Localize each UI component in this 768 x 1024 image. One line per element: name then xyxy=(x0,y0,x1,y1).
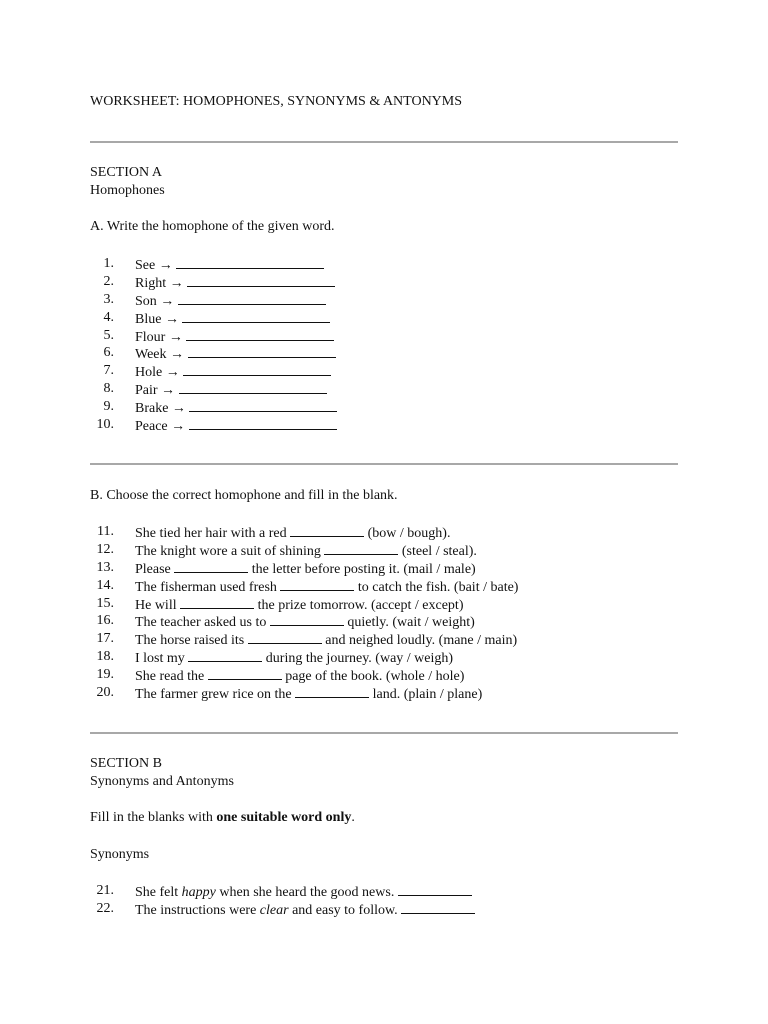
item-number: 10. xyxy=(96,417,114,433)
answer-blank[interactable] xyxy=(178,291,326,305)
sentence-start: Please xyxy=(135,561,171,577)
answer-blank[interactable] xyxy=(280,577,354,591)
sentence-start: He will xyxy=(135,597,177,613)
answer-blank[interactable] xyxy=(290,523,364,537)
answer-blank[interactable] xyxy=(189,398,337,412)
instruction-period: . xyxy=(351,810,355,825)
answer-blank[interactable] xyxy=(188,344,336,358)
sentence-start: The knight wore a suit of shining xyxy=(135,543,321,559)
item-number: 5. xyxy=(103,327,114,343)
item-number: 13. xyxy=(96,559,114,575)
item-text xyxy=(135,684,482,704)
item-number: 18. xyxy=(96,649,114,665)
item-number: 4. xyxy=(103,309,114,325)
sentence-end: and neighed loudly. (mane / main) xyxy=(325,633,518,649)
given-word: See → xyxy=(135,258,173,273)
section-b-instruction xyxy=(90,809,355,827)
answer-blank[interactable] xyxy=(324,541,398,555)
answer-blank[interactable] xyxy=(182,309,330,323)
given-word: Brake → xyxy=(135,401,186,417)
sentence-end: page of the book. (whole / hole) xyxy=(285,669,465,685)
target-word: clear xyxy=(259,902,289,918)
given-word: Right → xyxy=(135,275,184,291)
sentence-end: the letter before posting it. (mail / male) xyxy=(251,561,476,577)
answer-blank[interactable] xyxy=(183,362,331,376)
divider xyxy=(90,141,678,143)
sentence-start: She read the xyxy=(135,669,205,685)
section-a-heading: SECTION A xyxy=(90,165,162,180)
section-b-subheading: Synonyms and Antonyms xyxy=(90,774,234,789)
given-word: Son → xyxy=(135,293,175,309)
answer-blank[interactable] xyxy=(174,559,248,573)
sentence-end: during the journey. (way / weigh) xyxy=(265,651,454,667)
given-word: Blue → xyxy=(135,311,179,327)
answer-blank[interactable] xyxy=(176,255,324,269)
item-number: 8. xyxy=(103,381,114,397)
instruction-text: Fill in the blanks with xyxy=(90,810,213,825)
sentence-start: The horse raised its xyxy=(135,633,245,649)
target-word: happy xyxy=(181,885,216,900)
answer-blank[interactable] xyxy=(188,648,262,662)
sentence-end: to catch the fish. (bait / bate) xyxy=(357,579,519,595)
item-number: 11. xyxy=(97,524,114,539)
item-number: 16. xyxy=(96,613,114,629)
sentence-end: quietly. (wait / weight) xyxy=(347,615,475,631)
given-word: Peace → xyxy=(135,419,186,435)
divider xyxy=(90,732,678,734)
answer-blank[interactable] xyxy=(401,900,475,914)
item-number: 17. xyxy=(96,631,114,647)
item-number: 22. xyxy=(96,900,114,916)
given-word: Hole → xyxy=(135,365,180,381)
given-word: Pair → xyxy=(135,383,176,399)
item-text xyxy=(135,900,475,920)
item-number: 19. xyxy=(96,667,114,683)
sentence-start: The farmer grew rice on the xyxy=(135,687,292,703)
item-number: 2. xyxy=(103,273,114,289)
answer-blank[interactable] xyxy=(186,327,334,341)
sentence-start: The instructions were xyxy=(135,902,257,918)
answer-blank[interactable] xyxy=(179,380,327,394)
worksheet-title: WORKSHEET: HOMOPHONES, SYNONYMS & ANTONYMS xyxy=(90,94,463,109)
answer-blank[interactable] xyxy=(248,630,322,644)
item-number: 20. xyxy=(96,685,114,701)
answer-blank[interactable] xyxy=(180,595,254,609)
part-b-instruction: B. Choose the correct homophone and fill in the blank. xyxy=(90,488,398,503)
item-number: 1. xyxy=(103,256,114,271)
sentence-end: land. (plain / plane) xyxy=(372,687,483,703)
answer-blank[interactable] xyxy=(189,416,337,430)
answer-blank[interactable] xyxy=(208,666,282,680)
given-word: Week → xyxy=(135,347,185,363)
section-b-heading: SECTION B xyxy=(90,756,162,771)
item-text xyxy=(135,416,337,436)
sentence-start: The fisherman used fresh xyxy=(135,579,277,595)
given-word: Flour → xyxy=(135,329,183,345)
item-number: 7. xyxy=(103,363,114,379)
item-number: 21. xyxy=(96,883,114,898)
item-number: 12. xyxy=(96,541,114,557)
answer-blank[interactable] xyxy=(295,684,369,698)
item-number: 14. xyxy=(96,577,114,593)
item-number: 6. xyxy=(103,345,114,361)
sentence-end: and easy to follow. xyxy=(292,902,398,918)
sentence-start: The teacher asked us to xyxy=(135,615,267,631)
item-number: 3. xyxy=(103,291,114,307)
item-number: 9. xyxy=(103,399,114,415)
divider xyxy=(90,463,678,465)
sentence-end: (steel / steal). xyxy=(401,543,477,559)
synonyms-label: Synonyms xyxy=(90,847,150,862)
sentence-start: She tied her hair with a red xyxy=(135,526,287,541)
sentence-start: She felt xyxy=(135,885,179,900)
section-a-subheading: Homophones xyxy=(90,183,165,198)
instruction-emphasis: one suitable word only xyxy=(216,810,352,825)
sentence-end: (bow / bough). xyxy=(367,526,451,541)
part-a-instruction: A. Write the homophone of the given word. xyxy=(90,219,335,234)
sentence-start: I lost my xyxy=(135,651,185,667)
sentence-end: when she heard the good news. xyxy=(219,885,395,900)
answer-blank[interactable] xyxy=(270,612,344,626)
sentence-end: the prize tomorrow. (accept / except) xyxy=(257,597,464,613)
answer-blank[interactable] xyxy=(187,273,335,287)
answer-blank[interactable] xyxy=(398,882,472,896)
item-number: 15. xyxy=(96,595,114,611)
